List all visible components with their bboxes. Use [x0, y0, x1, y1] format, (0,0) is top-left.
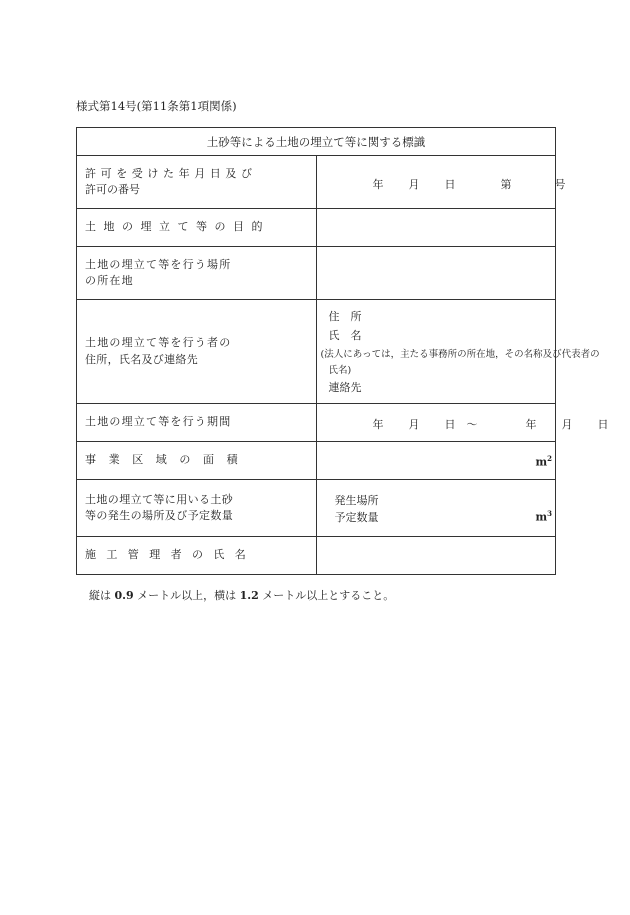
- location-row: [77, 247, 556, 300]
- soil-label-line2: 等の発生の場所及び予定数量: [85, 509, 234, 522]
- period-month: 月: [408, 418, 420, 431]
- operator-name: 氏 名: [328, 329, 362, 342]
- soil-quantity: 予定数量: [334, 511, 379, 524]
- operator-corp-note-2: 氏名): [328, 365, 352, 376]
- sign-table: [76, 127, 609, 575]
- location-value: [316, 247, 556, 300]
- operator-value: [316, 300, 600, 404]
- area-row: [77, 442, 556, 480]
- area-unit-sup: 2: [547, 454, 553, 463]
- location-label: [77, 247, 317, 300]
- location-label-line1: 土地の埋立て等を行う場所: [85, 257, 232, 271]
- manager-row: [77, 537, 556, 575]
- soil-unit-base: m: [535, 510, 548, 524]
- period-tilde: ～: [466, 418, 478, 431]
- soil-unit: [536, 509, 553, 524]
- permit-row: [77, 156, 556, 209]
- permit-value: [316, 156, 566, 209]
- area-unit-base: m: [535, 455, 548, 469]
- period-label: 土地の埋立て等を行う期間: [77, 404, 317, 442]
- location-label-line2: の所在地: [85, 274, 134, 287]
- period-day: 日: [444, 418, 456, 431]
- period-year: 年: [372, 418, 384, 431]
- operator-label: [77, 300, 317, 404]
- soil-value: [316, 480, 556, 537]
- soil-unit-sup: 3: [547, 509, 553, 518]
- period-month-end: 月: [561, 418, 573, 431]
- operator-contact: 連絡先: [328, 381, 362, 394]
- permit-year: 年: [372, 178, 384, 191]
- area-value: [316, 442, 556, 480]
- form-number: 様式第14号(第11条第1項関係): [76, 99, 237, 113]
- period-value: [316, 404, 609, 442]
- period-day-end: 日: [597, 418, 609, 431]
- note-part3: メートル以上とすること。: [258, 589, 395, 602]
- note-num1: 0.9: [114, 589, 134, 602]
- permit-dai: 第: [500, 178, 512, 191]
- soil-label: [77, 480, 317, 537]
- purpose-label: 土地の埋立て等の目的: [77, 209, 317, 247]
- note-part1: 縦は: [89, 589, 111, 602]
- purpose-value: [316, 209, 556, 247]
- note-part2: メートル以上，横は: [133, 589, 240, 602]
- period-row: [77, 404, 556, 442]
- soil-origin: 発生場所: [334, 494, 379, 507]
- operator-address: 住 所: [328, 310, 362, 323]
- operator-label-line2: 住所，氏名及び連絡先: [85, 352, 198, 366]
- manager-label: 施工管理者の氏名: [77, 537, 317, 575]
- area-label: 事業区域の面積: [77, 442, 317, 480]
- permit-label: [77, 156, 317, 209]
- permit-month: 月: [408, 178, 420, 191]
- operator-label-line1: 土地の埋立て等を行う者の: [85, 336, 232, 349]
- size-note: [89, 587, 394, 603]
- soil-row: [77, 480, 556, 537]
- operator-row: [77, 300, 556, 404]
- area-unit: [536, 454, 553, 469]
- purpose-row: [77, 209, 556, 247]
- note-num2: 1.2: [239, 589, 259, 602]
- permit-label-line1: 許可を受けた年月日及び: [85, 166, 257, 180]
- soil-label-line1: 土地の埋立て等に用いる土砂: [85, 492, 234, 506]
- period-year-end: 年: [525, 418, 537, 431]
- sign-title: 土砂等による土地の埋立て等に関する標識: [77, 128, 556, 156]
- operator-corp-note-1: (法人にあっては，主たる事務所の所在地，その名称及び代表者の: [320, 349, 600, 360]
- manager-value: [316, 537, 556, 575]
- permit-go: 号: [554, 178, 566, 191]
- permit-label-line2: 許可の番号: [85, 183, 140, 196]
- permit-day: 日: [444, 178, 456, 191]
